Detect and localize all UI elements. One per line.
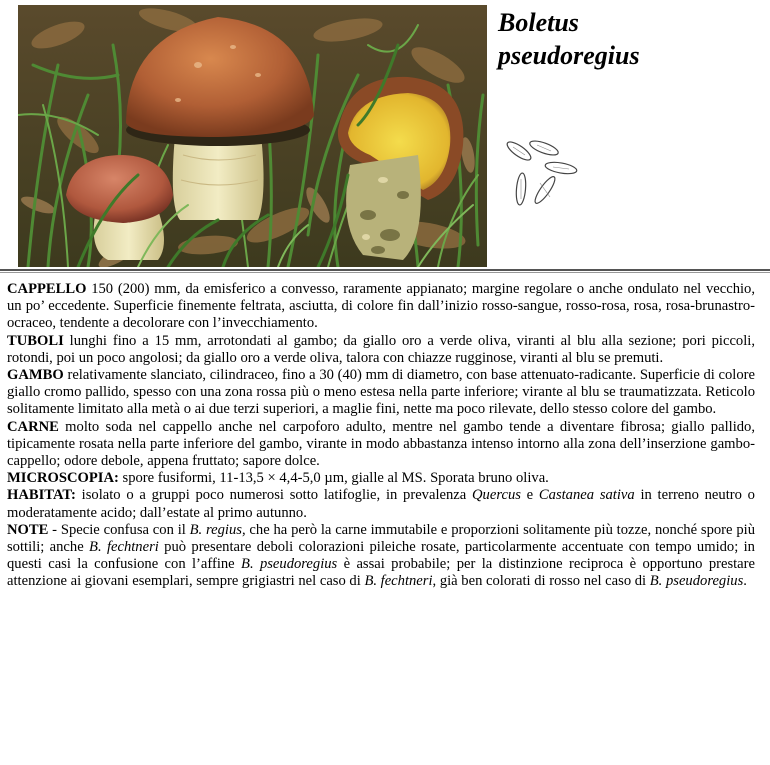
label-habitat: HABITAT: <box>7 487 76 504</box>
paragraph-note: NOTE - Specie confusa con il B. regius, che ha però la carne immutabile e proporzioni solitamente più tozze, nonché spore più sottili; anche B. fechtneri può presentare deboli colorazioni pileiche rosate, particolarmente accentuate con tempo umido; in questi casi la confusione con l’affine B. pseudoregius è assai probabile; per la distinzione reciproca è opportuno prestare attenzione ai giovani esemplari, sempre grigiastri nel caso di B. fechtneri, già ben colorati di rosso nel caso di B. pseudoregius. <box>7 521 755 590</box>
species-description <box>7 281 755 591</box>
paragraph-tuboli: TUBOLI lunghi fino a 15 mm, arrotondati al gambo; da giallo oro a verde oliva, viranti al blu alla sezione; pori piccoli, rotondi, poi un poco angolosi; da giallo oro a verde oliva, talora con chiazze rugginose, viranti al blu se premuti. <box>7 332 755 366</box>
section-divider <box>0 269 770 271</box>
label-cappello: CAPPELLO <box>7 281 87 297</box>
species-title <box>498 6 758 72</box>
label-gambo: GAMBO <box>7 367 64 384</box>
title-species: pseudoregius <box>498 41 640 70</box>
title-genus: Boletus <box>498 8 579 37</box>
paragraph-gambo: GAMBO relativamente slanciato, cilindraceo, fino a 30 (40) mm di diametro, con base attenuato-radicante. Superficie di colore giallo cromo pallido, spesso con una zona rossa più o meno estesa nella parte inferiore; virante al blu se traumatizzata. Reticolo solitamente limitato alla metà o ai due terzi superiori, a maglie fini, nette ma poco rilevate, dello stesso colore del gambo. <box>7 367 755 418</box>
section-divider-thin <box>0 272 770 273</box>
spores-illustration <box>502 134 582 212</box>
label-note: NOTE <box>7 521 49 538</box>
paragraph-habitat: HABITAT: isolato o a gruppi poco numerosi sotto latifoglie, in prevalenza Quercus e Castanea sativa in terreno neutro o moderatamente acido; dall’estate al primo autunno. <box>7 487 755 521</box>
label-carne: CARNE <box>7 418 59 435</box>
label-tuboli: TUBOLI <box>7 332 64 349</box>
label-microscopia: MICROSCOPIA: <box>7 470 119 487</box>
paragraph-cappello: CAPPELLO 150 (200) mm, da emisferico a convesso, raramente appianato; margine regolare o anche ondulato nel vecchio, un po’ eccedente. Superficie finemente feltrata, asciutta, di colore fin dall’inizio rosso-sangue, rosso-rosa, rosa, rosa-brunastro-ocraceo, tendente a decolorare con l’invecchiamento. <box>7 281 755 332</box>
mushroom-photo <box>18 5 487 267</box>
paragraph-carne: CARNE molto soda nel cappello anche nel carpoforo adulto, mentre nel gambo tende a diventare fibrosa; giallo pallido, tipicamente rosata nella parte inferiore del gambo, virante in modo abbastanza intenso intorno alla zona dell’inserzione gambo-cappello; odore debole, appena fruttato; sapore dolce. <box>7 418 755 470</box>
paragraph-microscopia: MICROSCOPIA: spore fusiformi, 11-13,5 × 4,4-5,0 µm, gialle al MS. Sporata bruno oliva. <box>7 470 549 487</box>
